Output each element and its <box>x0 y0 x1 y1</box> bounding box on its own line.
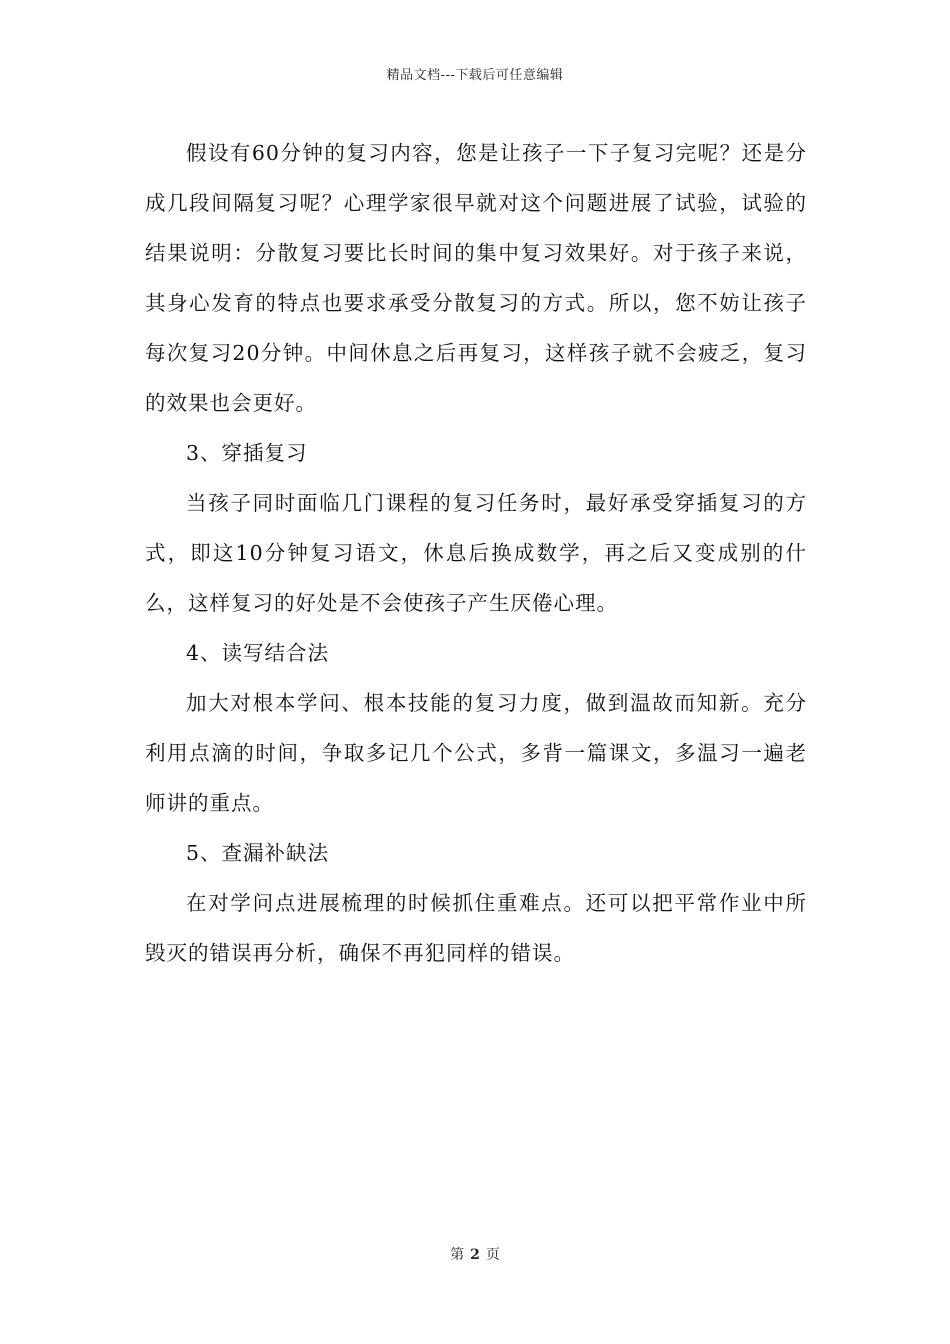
paragraph-interleaved-review: 当孩子同时面临几门课程的复习任务时，最好承受穿插复习的方式，即这10分钟复习语文，休息后换成数学，再之后又变成别的什么，这样复习的好处是不会使孩子产生厌倦心理。 <box>145 491 807 615</box>
paragraph-spaced-review: 假设有60分钟的复习内容，您是让孩子一下子复习完呢？还是分成几段间隔复习呢？心理学家很早就对这个问题进展了试验，试验的结果说明：分散复习要比长时间的集中复习效果好。对于孩子来说，其身心发育的特点也要求承受分散复习的方式。所以，您不妨让孩子每次复习20分钟。中间休息之后再复习，这样孩子就不会疲乏，复习的效果也会更好。 <box>145 141 807 415</box>
page-footer <box>0 1244 950 1264</box>
section-heading-5: 5、查漏补缺法 <box>186 841 330 865</box>
document-body <box>145 128 807 978</box>
paragraph-fill-gaps: 在对学问点进展梳理的时候抓住重难点。还可以把平常作业中所毁灭的错误再分析，确保不再犯同样的错误。 <box>145 891 807 965</box>
footer-prefix: 第 <box>450 1247 465 1263</box>
section-heading-3: 3、穿插复习 <box>186 441 308 465</box>
section-heading-4: 4、读写结合法 <box>186 641 330 665</box>
footer-suffix: 页 <box>485 1247 500 1263</box>
paragraph-read-write: 加大对根本学问、根本技能的复习力度，做到温故而知新。充分利用点滴的时间，争取多记几个公式，多背一篇课文，多温习一遍老师讲的重点。 <box>145 691 807 815</box>
page-number: 2 <box>470 1247 480 1263</box>
page-header: 精品文档---下载后可任意编辑 <box>386 68 564 83</box>
